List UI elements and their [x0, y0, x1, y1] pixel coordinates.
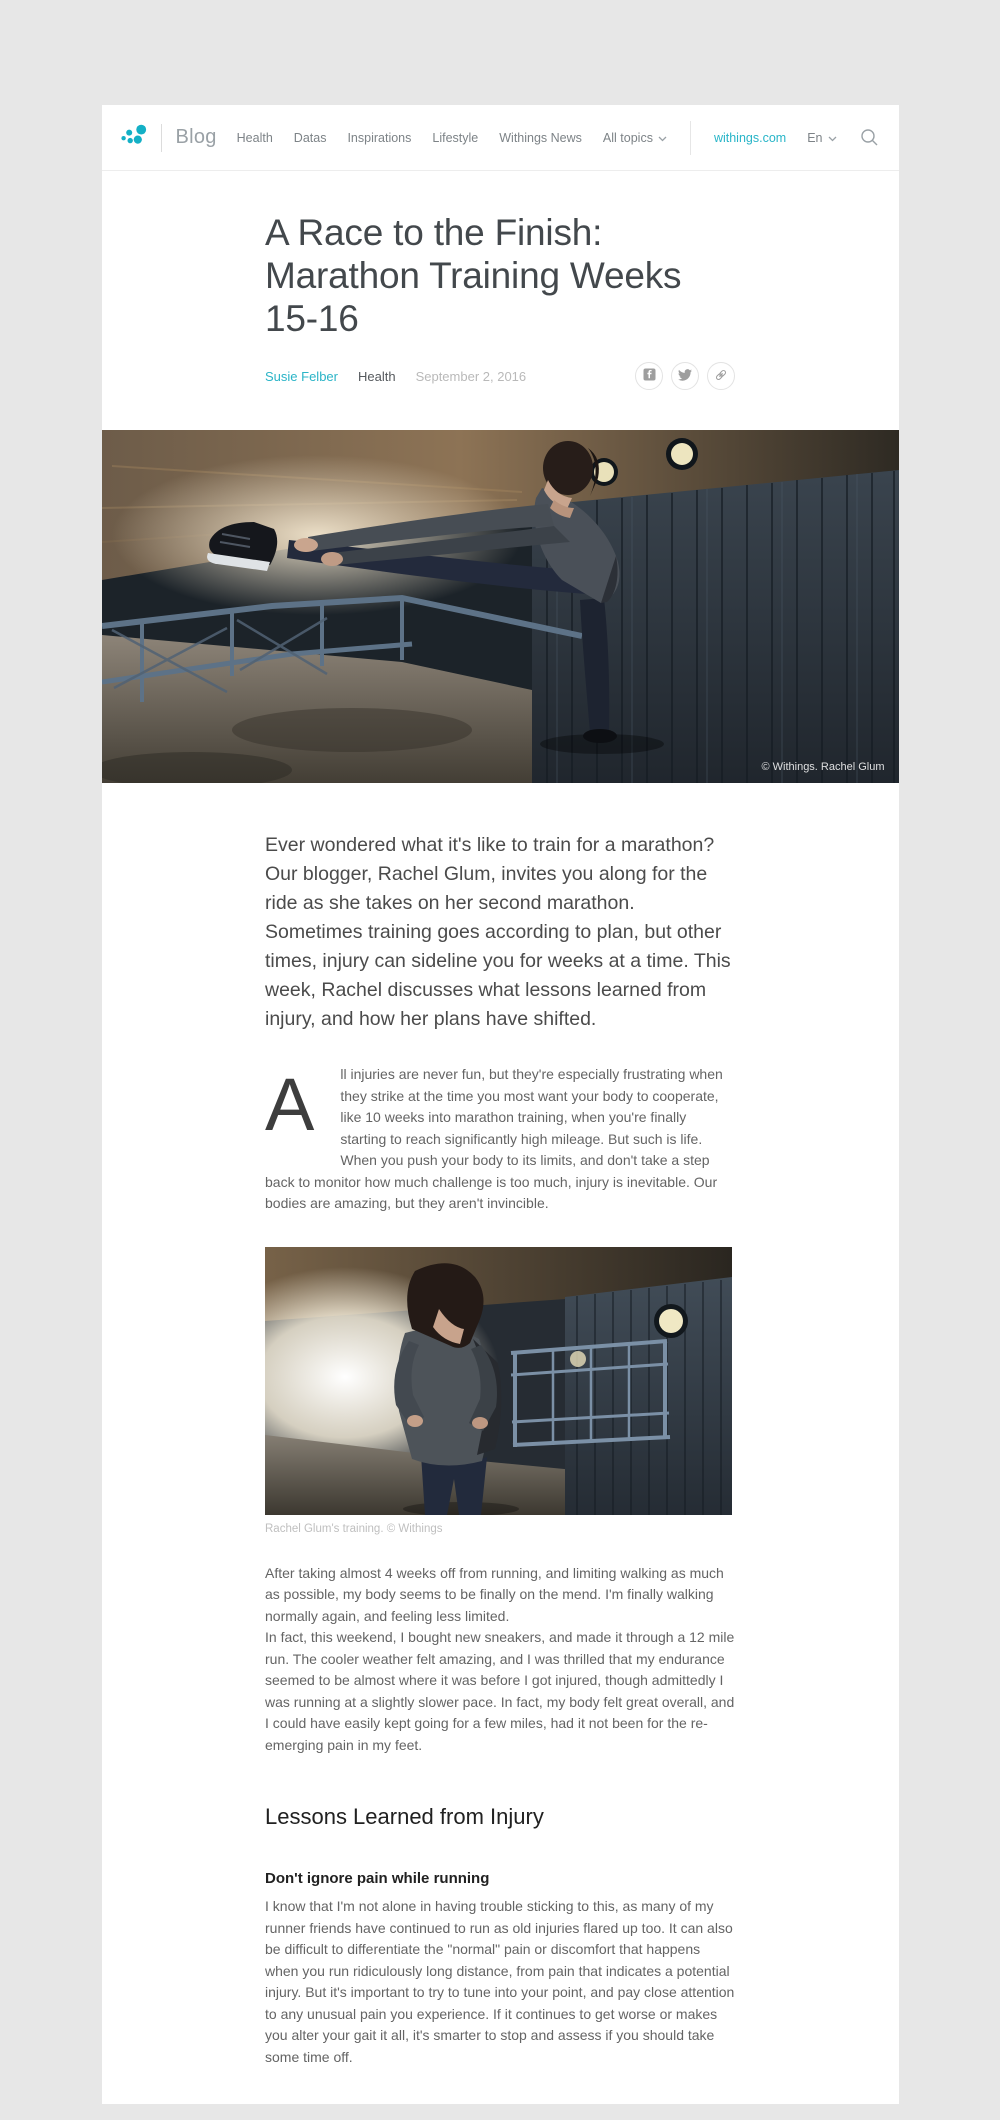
search-icon[interactable] [860, 128, 879, 147]
author-link[interactable]: Susie Felber [265, 368, 338, 384]
recovery-paragraph [265, 1563, 735, 1757]
language-dropdown[interactable] [807, 131, 836, 145]
all-topics-dropdown[interactable] [603, 131, 667, 145]
hand [472, 1417, 488, 1429]
facebook-share-button[interactable] [635, 362, 663, 390]
dropcap-letter: A [265, 1063, 315, 1146]
nav-item-health[interactable]: Health [236, 130, 273, 145]
intro-paragraph [265, 831, 735, 1034]
article-head [265, 211, 735, 390]
withings-com-link[interactable]: withings.com [713, 130, 787, 145]
intro-line-1: Ever wondered what it's like to train for a marathon? [265, 834, 715, 856]
sub-heading: Don't ignore pain while running [265, 1870, 490, 1887]
hand [321, 552, 343, 566]
hero-photo-illustration [102, 430, 899, 783]
pain-advice-paragraph: I know that I'm not alone in having trouble sticking to this, as many of my runner friends have continued to run as old injuries flared up too. It can also be difficult to differentiate the "normal" pain or discomfort that happens when you run ridiculously long distance, from pain that indicates a potential injury. But it's important to try to tune into your point, and pay close attention to any unusual pain you experience. If it continues to get worse or makes you alter your gait it all, it's smarter to stop and assess if you should take some time off. [265, 1898, 735, 2065]
brand-home-link[interactable] [120, 123, 217, 152]
language-label: En [807, 130, 823, 145]
recovery-paragraph-line-1: After taking almost 4 weeks off from running, and limiting walking as much as possible, my body seems to be finally on the mend. I'm finally walking normally again, and feeling less limited. [265, 1564, 724, 1624]
inline-photo-illustration [265, 1247, 732, 1515]
withings-dots-logo-icon [120, 123, 147, 152]
twitter-share-button[interactable] [671, 362, 699, 390]
brand-divider [161, 124, 162, 152]
recovery-paragraph-line-2: In fact, this weekend, I bought new sneakers, and made it through a 12 mile run. The cooler weather felt amazing, and I was thrilled that my endurance seemed to be almost where it was before I got injured, though admittedly I was running at a slightly slower pace. In fact, my body felt great overall, and I could have easily kept going for a few miles, had it not been for the re-emerging pain in my feet. [265, 1629, 735, 1753]
nav-divider [690, 121, 691, 155]
nav-item-lifestyle[interactable]: Lifestyle [432, 130, 479, 145]
chevron-down-icon [658, 131, 667, 145]
brand-name: Blog [175, 126, 217, 148]
lead-paragraph [265, 1064, 735, 1215]
blog-page-card [102, 105, 899, 2104]
category-link[interactable]: Health [357, 368, 396, 384]
section-heading: Lessons Learned from Injury [265, 1804, 544, 1829]
hero-photo [102, 430, 899, 783]
inline-photo-figure [265, 1247, 735, 1535]
facebook-icon [643, 368, 656, 384]
tunnel-light-glow [112, 455, 522, 615]
page-title: A Race to the Finish: Marathon Training Weeks 15-16 [265, 212, 682, 339]
copy-link-share-button[interactable] [707, 362, 735, 390]
nav-item-withings-news[interactable]: Withings News [499, 130, 582, 145]
twitter-icon [678, 369, 692, 384]
header-nav [237, 121, 879, 155]
nav-item-datas[interactable]: Datas [293, 130, 327, 145]
site-header [102, 105, 899, 171]
hand [294, 538, 318, 552]
chevron-down-icon [828, 131, 837, 145]
nav-item-inspirations[interactable]: Inspirations [347, 130, 412, 145]
hero-caption: © Withings. Rachel Glum [761, 761, 885, 773]
publish-date: September 2, 2016 [415, 368, 527, 384]
byline [265, 362, 735, 390]
share-buttons [635, 362, 735, 390]
hand [407, 1415, 423, 1427]
inline-photo-caption: Rachel Glum's training. © Withings [265, 1522, 443, 1535]
lead-paragraph-text: ll injuries are never fun, but they're especially frustrating when they strike at the time you most want your body to cooperate, like 10 weeks into marathon training, when you're finally starting to reach significantly high mileage. But such is life. When you push your body to its limits, and don't take a step back to monitor how much challenge is too much, injury is inevitable. Our bodies are amazing, but they aren't invincible. [265, 1066, 723, 1211]
all-topics-label: All topics [602, 130, 653, 145]
article-body [265, 831, 735, 2104]
link-chain-icon [714, 368, 728, 385]
intro-line-2: Our blogger, Rachel Glum, invites you along for the ride as she takes on her second marathon. Sometimes training goes according to plan, but other times, injury can sideline you for weeks at a time. This week, Rachel discusses what lessons learned from injury, and how her plans have shifted. [265, 863, 731, 1030]
